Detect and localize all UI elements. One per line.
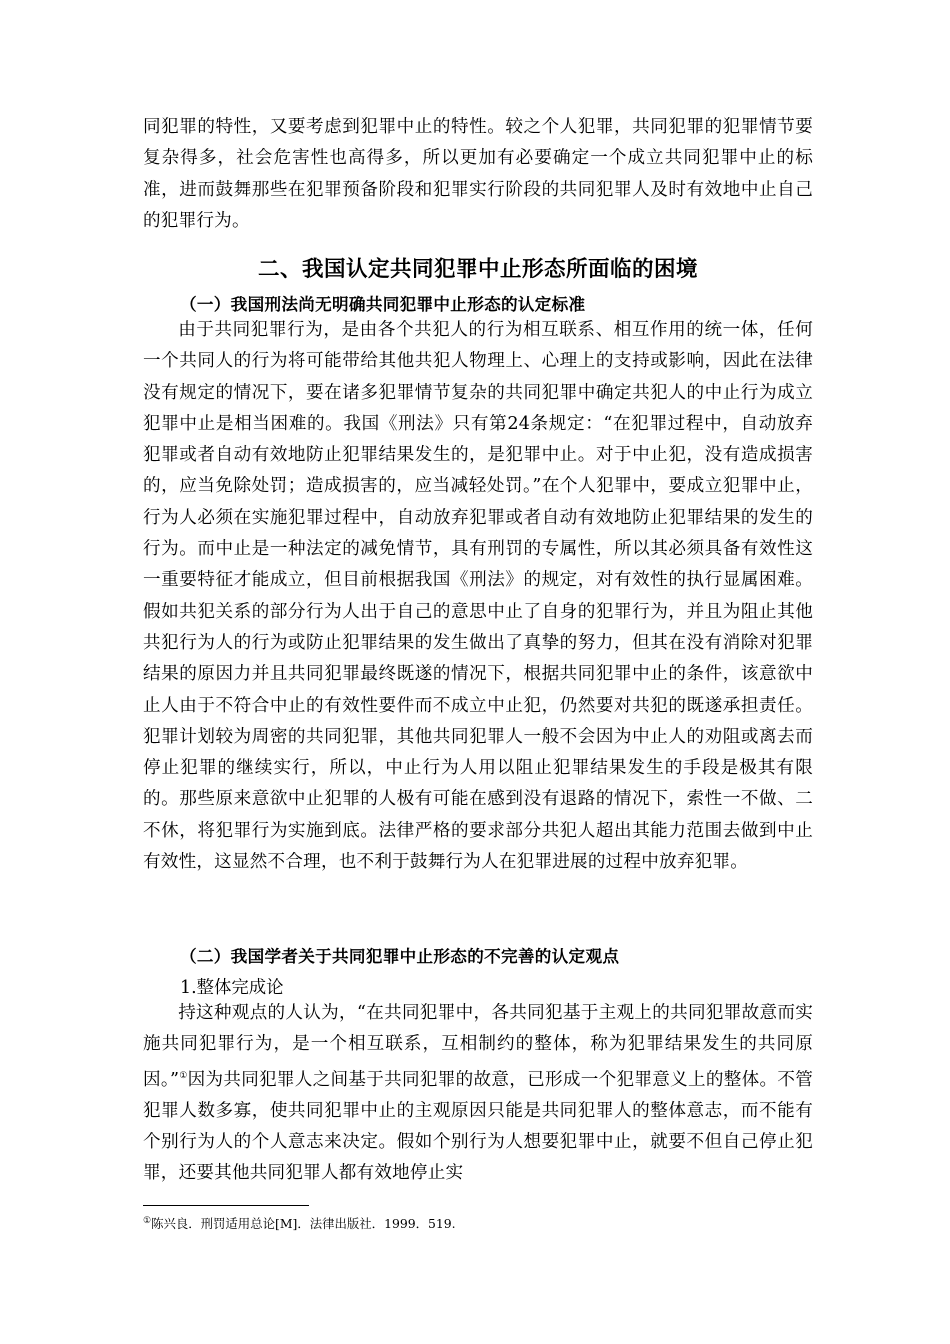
subsection-2-paragraph (143, 998, 813, 1190)
subsection-1-heading: （一）我国刑法尚无明确共同犯罪中止形态的认定标准 (180, 295, 586, 314)
paragraph-before-mark: 持这种观点的人认为，“在共同犯罪中，各共同犯基于主观上的共同犯罪故意而实施共同犯罪行为，是一个相互联系，互相制约的整体，称为犯罪结果发生的共同原因。” (143, 1003, 813, 1090)
item-heading: 1.整体完成论 (180, 978, 284, 998)
footnote (143, 1213, 456, 1232)
subsection-2-body (143, 998, 813, 1190)
paragraph-after-mark: 因为共同犯罪人之间基于共同犯罪的故意，已形成一个犯罪意义上的整体。不管犯罪人数多寡，使共同犯罪中止的主观原因只能是共同犯罪人的整体意志，而不能有个别行为人的个人意志来决定。假如个别行为人想要犯罪中止，就要不但自己停止犯罪，还要其他共同犯罪人都有效地停止实 (143, 1069, 813, 1184)
footnote-separator (143, 1205, 309, 1206)
subsection-1-paragraph: 由于共同犯罪行为，是由各个共犯人的行为相互联系、相互作用的统一体，任何一个共同人的行为将可能带给其他共犯人物理上、心理上的支持或影响，因此在法律没有规定的情况下，要在诸多犯罪情节复杂的共同犯罪中确定共犯人的中止行为成立犯罪中止是相当困难的。我国《刑法》只有第24条规定：“在犯罪过程中，自动放弃犯罪或者自动有效地防止犯罪结果发生的，是犯罪中止。对于中止犯，没有造成损害的，应当免除处罚；造成损害的，应当减轻处罚。”在个人犯罪中，要成立犯罪中止，行为人必须在实施犯罪过程中，自动放弃犯罪或者自动有效地防止犯罪结果的发生的行为。而中止是一种法定的减免情节，具有刑罚的专属性，所以其必须具备有效性这一重要特征才能成立，但目前根据我国《刑法》的规定，对有效性的执行显属困难。假如共犯关系的部分行为人出于自己的意思中止了自身的犯罪行为，并且为阻止其他共犯行为人的行为或防止犯罪结果的发生做出了真挚的努力，但其在没有消除对犯罪结果的原因力并且共同犯罪最终既遂的情况下，根据共同犯罪中止的条件，该意欲中止人由于不符合中止的有效性要件而不成立中止犯，仍然要对共犯的既遂承担责任。犯罪计划较为周密的共同犯罪，其他共同犯罪人一般不会因为中止人的劝阻或离去而停止犯罪的继续实行，所以，中止行为人用以阻止犯罪结果发生的手段是极其有限的。那些原来意欲中止犯罪的人极有可能在感到没有退路的情况下，索性一不做、二不休，将犯罪行为实施到底。法律严格的要求部分共犯人超出其能力范围去做到中止有效性，这显然不合理，也不利于鼓舞行为人在犯罪进展的过程中放弃犯罪。 (143, 320, 813, 873)
footnote-text: 陈兴良．刑罚适用总论[M]．法律出版社．1999．519. (151, 1216, 456, 1232)
footnote-reference-mark[interactable]: ① (179, 1070, 188, 1081)
section-heading: 二、我国认定共同犯罪中止形态所面临的困境 (257, 257, 698, 282)
footnote-mark: ① (143, 1216, 152, 1226)
intro-paragraph-block (143, 112, 813, 237)
subsection-1-body (143, 315, 813, 878)
intro-paragraph: 同犯罪的特性，又要考虑到犯罪中止的特性。较之个人犯罪，共同犯罪的犯罪情节要复杂得多，社会危害性也高得多，所以更加有必要确定一个成立共同犯罪中止的标准，进而鼓舞那些在犯罪预备阶段和犯罪实行阶段的共同犯罪人及时有效地中止自己的犯罪行为。 (143, 117, 813, 231)
subsection-2-heading: （二）我国学者关于共同犯罪中止形态的不完善的认定观点 (180, 947, 620, 966)
